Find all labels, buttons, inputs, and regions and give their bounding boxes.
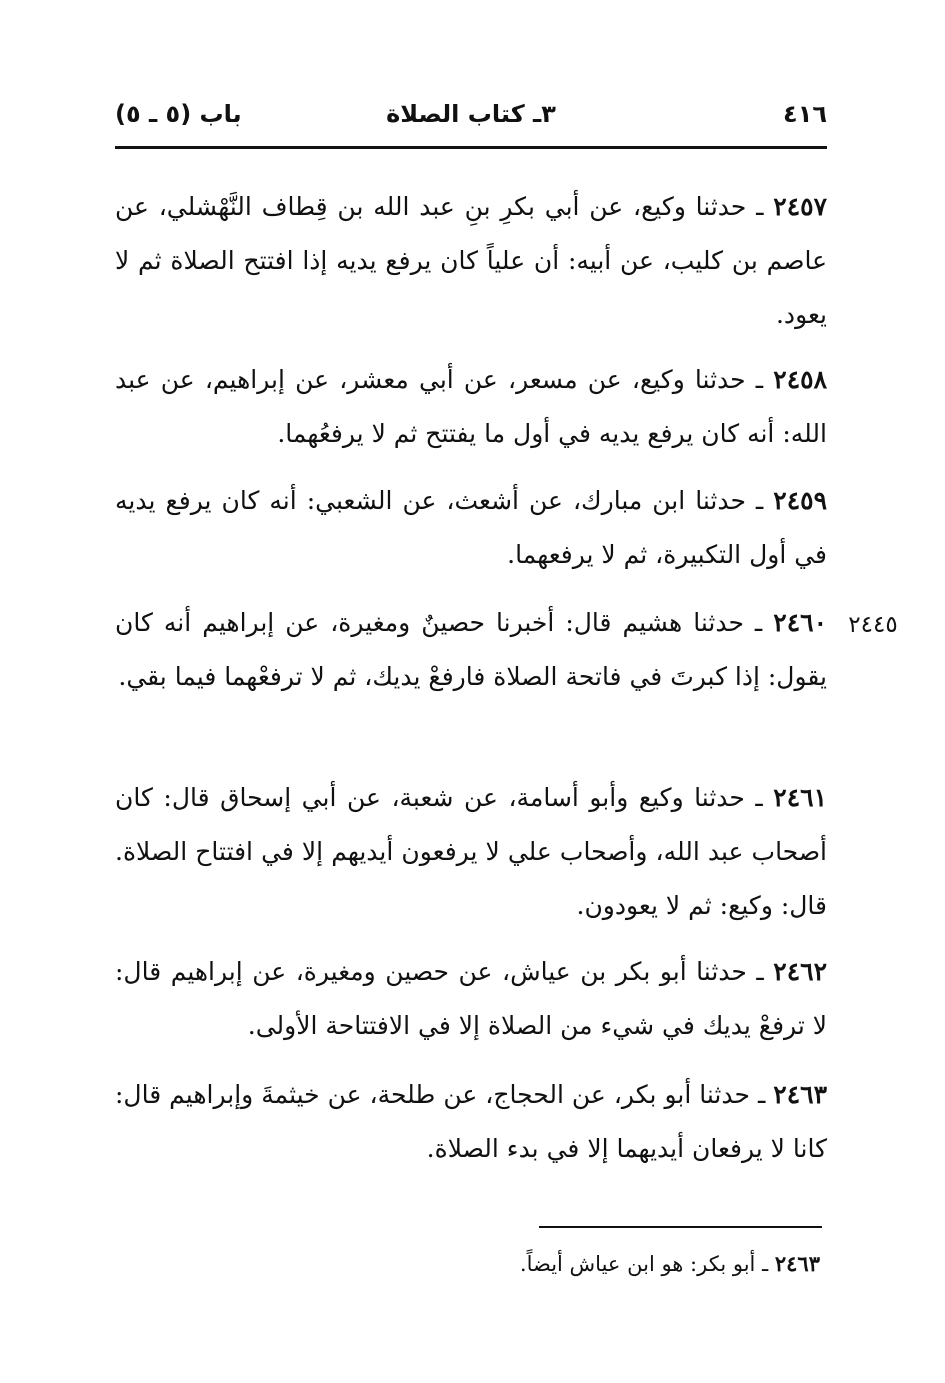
- hadith-2458: [115, 353, 827, 461]
- page-header: [115, 100, 827, 134]
- chapter-label: باب (٥ ـ ٥): [115, 100, 242, 128]
- footnote-text: ـ أبو بكر: هو ابن عياش أيضاً.: [519, 1252, 775, 1276]
- header-rule: [115, 146, 827, 149]
- page-number: ٤١٦: [783, 100, 827, 128]
- book-title: ٣ـ كتاب الصلاة: [386, 100, 556, 128]
- hadith-number: ٢٤٦٠: [773, 608, 827, 637]
- hadith-text: ـ حدثنا هشيم قال: أخبرنا حصينٌ ومغيرة، عن إبراهيم أنه كان يقول: إذا كبرتَ في فاتحة الصلاة فارفعْ يديك، ثم لا ترفعْهما فيما بقي.: [115, 608, 827, 691]
- hadith-2457: [115, 180, 827, 342]
- hadith-2459: [115, 474, 827, 582]
- footnote-rule: [539, 1226, 822, 1228]
- hadith-2461: [115, 771, 827, 933]
- hadith-number: ٢٤٦٢: [773, 957, 827, 986]
- hadith-text: ـ حدثنا ابن مبارك، عن أشعث، عن الشعبي: أنه كان يرفع يديه في أول التكبيرة، ثم لا يرفعهما.: [115, 486, 827, 569]
- hadith-2462: [115, 945, 827, 1053]
- footnote: [300, 1245, 820, 1283]
- margin-number: ٢٤٤٥: [848, 612, 898, 638]
- hadith-text: ـ حدثنا وكيع وأبو أسامة، عن شعبة، عن أبي إسحاق قال: كان أصحاب عبد الله، وأصحاب علي لا يرفعون أيديهم إلا في افتتاح الصلاة. قال: وكيع: ثم لا يعودون.: [115, 783, 827, 920]
- hadith-text: ـ حدثنا وكيع، عن مسعر، عن أبي معشر، عن إبراهيم، عن عبد الله: أنه كان يرفع يديه في أول ما يفتتح ثم لا يرفعُهما.: [115, 365, 827, 448]
- hadith-2460: [115, 596, 827, 704]
- hadith-text: ـ حدثنا أبو بكر بن عياش، عن حصين ومغيرة، عن إبراهيم قال: لا ترفعْ يديك في شيء من الصلاة إلا في الافتتاحة الأولى.: [115, 957, 827, 1040]
- hadith-number: ٢٤٥٨: [773, 365, 827, 394]
- hadith-text: ـ حدثنا أبو بكر، عن الحجاج، عن طلحة، عن خيثمةَ وإبراهيم قال: كانا لا يرفعان أيديهما إلا في بدء الصلاة.: [115, 1080, 827, 1163]
- hadith-number: ٢٤٦٣: [773, 1080, 827, 1109]
- hadith-number: ٢٤٦١: [773, 783, 827, 812]
- hadith-number: ٢٤٥٧: [773, 192, 827, 221]
- hadith-text: ـ حدثنا وكيع، عن أبي بكرِ بنِ عبد الله بن قِطاف النَّهْشلي، عن عاصم بن كليب، عن أبيه: أن علياً كان يرفع يديه إذا افتتح الصلاة ثم لا يعود.: [115, 192, 827, 329]
- hadith-2463: [115, 1068, 827, 1176]
- footnote-number: ٢٤٦٣: [774, 1251, 820, 1276]
- hadith-number: ٢٤٥٩: [773, 486, 827, 515]
